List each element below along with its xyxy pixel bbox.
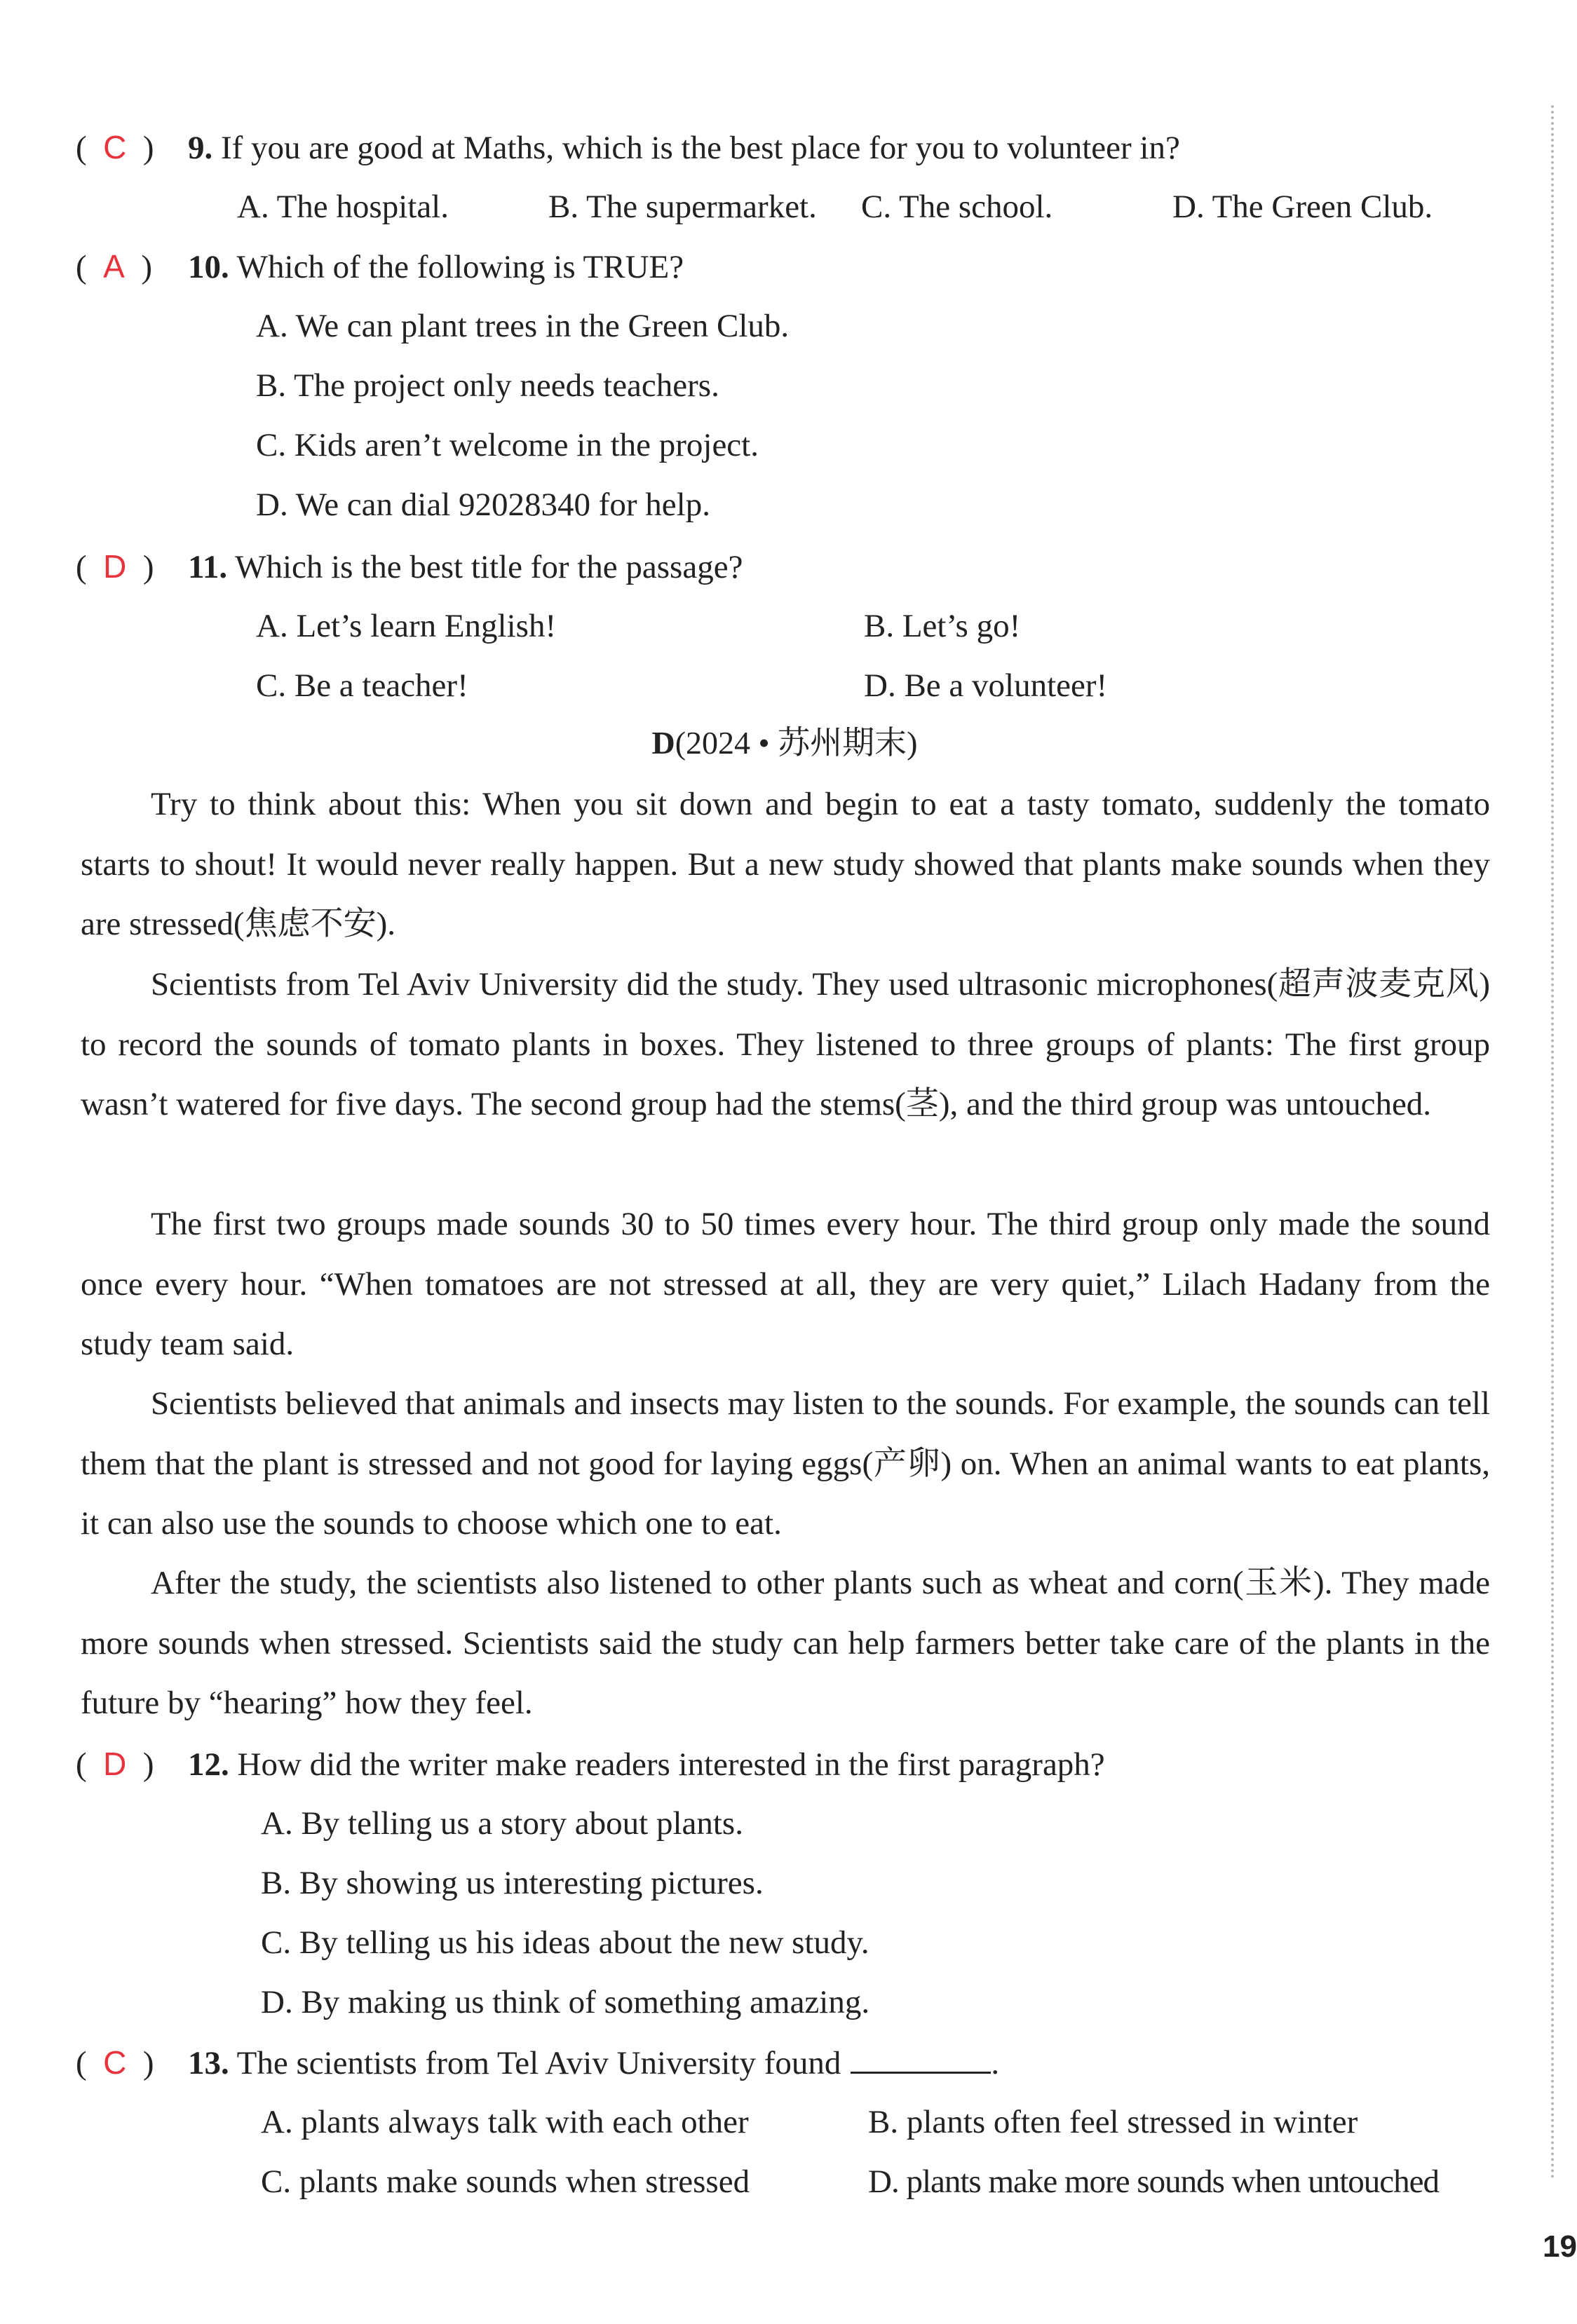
option-13d: D. plants make more sounds when untouched <box>868 2163 1439 2200</box>
section-heading <box>0 722 1569 764</box>
question-number: 11. <box>188 549 228 585</box>
question-text: The scientists from Tel Aviv University found <box>236 2045 841 2081</box>
answer-13: C <box>103 2044 127 2081</box>
passage-paragraph-4: Scientists believed that animals and insects may listen to the sounds. For example, the sounds can tell them that the plant is stressed and not good for laying eggs(产卵) on. When an animal wants to eat plants, it can also use the sounds to choose which one to eat. <box>81 1385 1490 1542</box>
option-10d: D. We can dial 92028340 for help. <box>256 487 710 523</box>
question-13 <box>76 2041 999 2084</box>
answer-bracket: ( D ) <box>76 1746 154 1783</box>
question-number: 9. <box>188 130 213 166</box>
section-source: (2024 • 苏州期末) <box>675 725 918 761</box>
question-number: 12. <box>188 1746 229 1783</box>
answer-9: C <box>103 129 127 165</box>
option-9d: D. The Green Club. <box>1172 189 1433 225</box>
page-number: 19 <box>1543 2229 1577 2264</box>
answer-bracket: ( D ) <box>76 548 154 585</box>
option-11d: D. Be a volunteer! <box>864 667 1108 704</box>
passage-paragraph-2: Scientists from Tel Aviv University did the study. They used ultrasonic microphones(超声波麦克风) to record the sounds of tomato plants in boxes. They listened to three groups of plants: The first group wasn’t watered for five days. The second group had the stems(茎), and the third group was untouched. <box>81 966 1490 1122</box>
option-12b: B. By showing us interesting pictures. <box>261 1865 764 1901</box>
question-9 <box>76 126 1180 169</box>
option-12a: A. By telling us a story about plants. <box>261 1805 743 1842</box>
option-11c: C. Be a teacher! <box>256 667 468 704</box>
question-11 <box>76 545 743 588</box>
answer-11: D <box>103 548 127 585</box>
question-text-end: . <box>991 2045 1000 2081</box>
option-12c: C. By telling us his ideas about the new study. <box>261 1924 869 1961</box>
answer-bracket: ( C ) <box>76 2044 154 2081</box>
option-9b: B. The supermarket. <box>548 189 817 225</box>
answer-12: D <box>103 1746 127 1782</box>
option-10b: B. The project only needs teachers. <box>256 367 719 404</box>
option-12d: D. By making us think of something amazing. <box>261 1984 870 2020</box>
option-13b: B. plants often feel stressed in winter <box>868 2104 1358 2140</box>
option-11a: A. Let’s learn English! <box>256 608 557 644</box>
question-10 <box>76 245 684 288</box>
passage-paragraph-3: The first two groups made sounds 30 to 50 times every hour. The third group only made the sound once every hour. “When tomatoes are not stressed at all, they are very quiet,” Lilach Hadany from the study team said. <box>81 1206 1490 1362</box>
option-13c: C. plants make sounds when stressed <box>261 2163 750 2200</box>
option-10c: C. Kids aren’t welcome in the project. <box>256 427 759 463</box>
option-10a: A. We can plant trees in the Green Club. <box>256 308 790 344</box>
question-text: How did the writer make readers interested in the first paragraph? <box>237 1746 1105 1783</box>
option-11b: B. Let’s go! <box>864 608 1021 644</box>
question-number: 10. <box>188 249 229 285</box>
answer-bracket: ( C ) <box>76 129 154 166</box>
option-13a: A. plants always talk with each other <box>261 2104 749 2140</box>
question-12 <box>76 1743 1105 1786</box>
passage-paragraph-5: After the study, the scientists also listened to other plants such as wheat and corn(玉米). They made more sounds when stressed. Scientists said the study can help farmers better take care of the plants in the future by “hearing” how they feel. <box>81 1565 1490 1721</box>
answer-blank <box>851 2044 991 2074</box>
option-9c: C. The school. <box>861 189 1053 225</box>
question-text: Which of the following is TRUE? <box>236 249 684 285</box>
answer-bracket: ( A ) <box>76 248 152 285</box>
margin-rule <box>1551 105 1554 2180</box>
option-9a: A. The hospital. <box>237 189 449 225</box>
answer-10: A <box>103 248 125 285</box>
question-number: 13. <box>188 2045 229 2081</box>
section-letter: D <box>651 725 675 761</box>
question-text: Which is the best title for the passage? <box>235 549 743 585</box>
question-text: If you are good at Maths, which is the best place for you to volunteer in? <box>221 130 1180 166</box>
passage-paragraph-1: Try to think about this: When you sit down and begin to eat a tasty tomato, suddenly the tomato starts to shout! It would never really happen. But a new study showed that plants make sounds when they are stressed(焦虑不安). <box>81 786 1490 942</box>
